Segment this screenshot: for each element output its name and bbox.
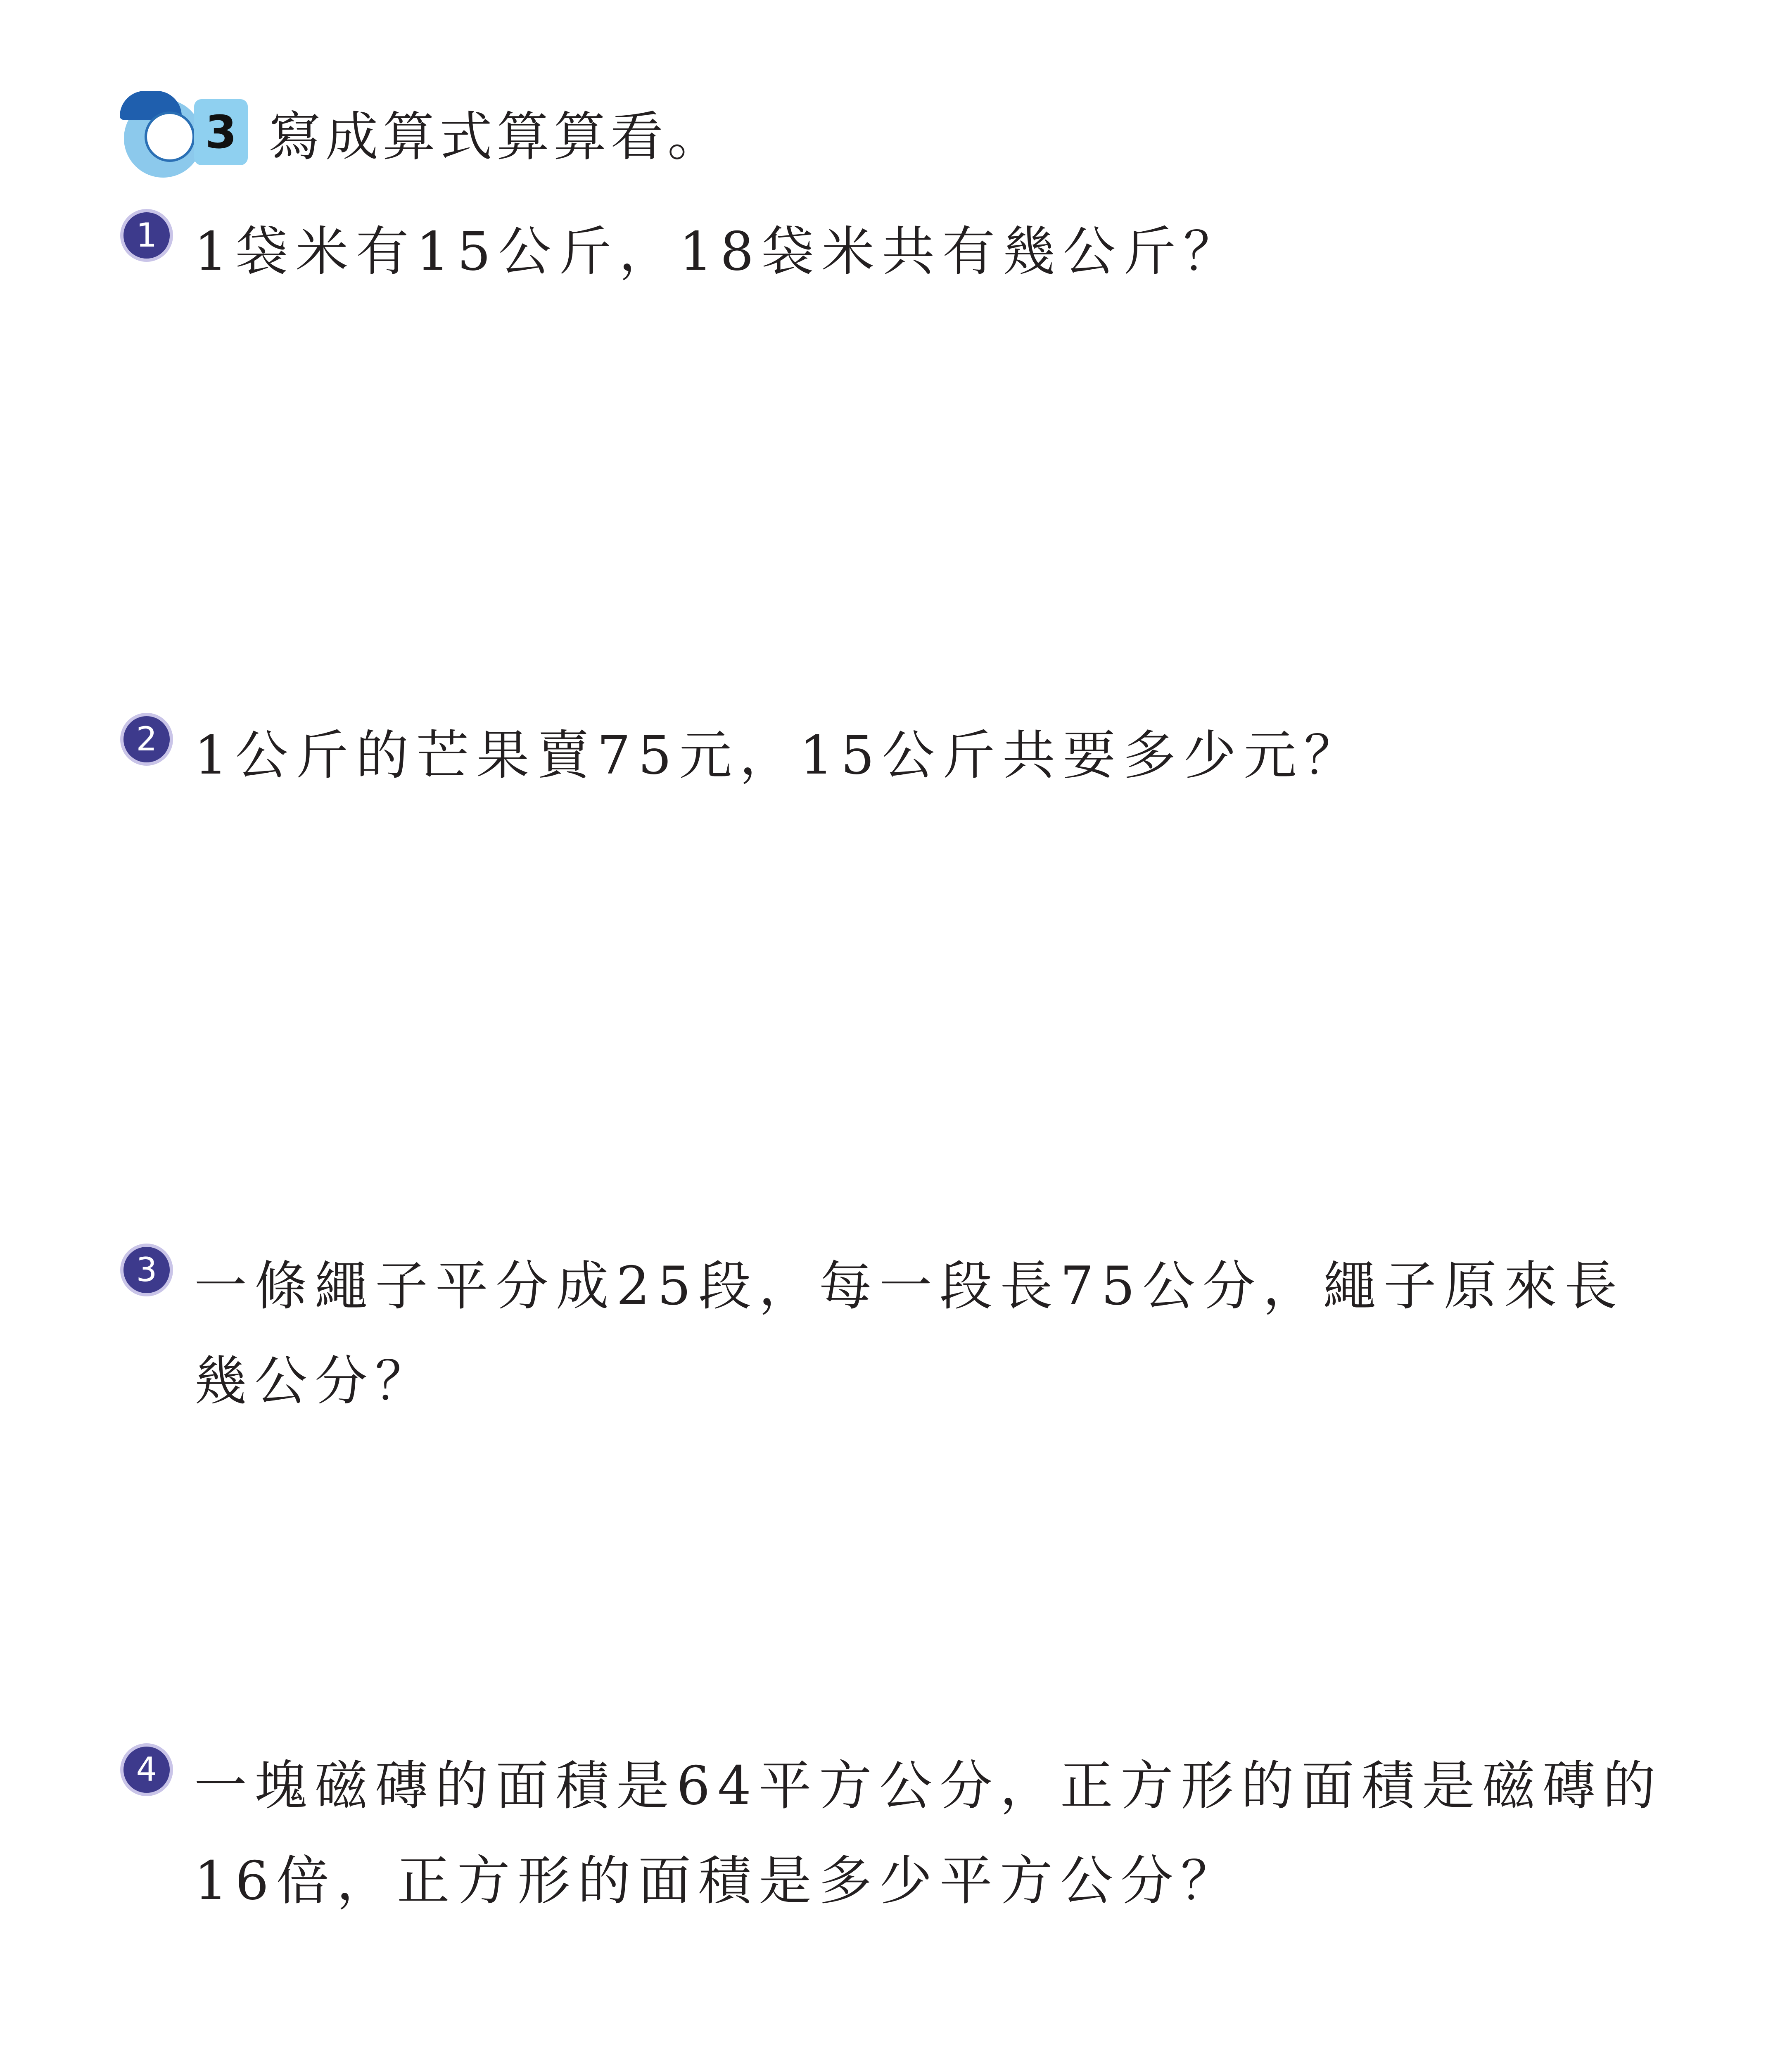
question-text-2: 1公斤的芒果賣75元，15公斤共要多少元？	[194, 725, 1365, 786]
question-2	[120, 708, 1681, 803]
question-text-1: 1袋米有15公斤，18袋米共有幾公斤？	[194, 221, 1244, 282]
question-number-3-icon	[120, 1243, 173, 1297]
question-4	[120, 1739, 1681, 1929]
svg-text:1: 1	[136, 216, 157, 254]
question-number-2-icon	[120, 712, 173, 766]
question-text-4: 一塊磁磚的面積是64平方公分，正方形的面積是磁磚的16倍，正方形的面積是多少平方公分？	[194, 1755, 1663, 1912]
section-title: 寫成算式算算看。	[268, 106, 725, 168]
question-number-1-icon	[120, 209, 173, 262]
question-text-3: 一條繩子平分成25段，每一段長75公分，繩子原來長幾公分？	[194, 1256, 1625, 1412]
section-header	[120, 85, 724, 180]
svg-text:2: 2	[136, 720, 157, 758]
question-1	[120, 204, 1681, 299]
svg-text:4: 4	[136, 1750, 157, 1789]
section-number-badge: 3	[194, 99, 248, 165]
question-number-4-icon	[120, 1743, 173, 1797]
svg-text:3: 3	[136, 1251, 157, 1289]
mascot-icon	[120, 83, 237, 182]
question-3	[120, 1239, 1681, 1429]
